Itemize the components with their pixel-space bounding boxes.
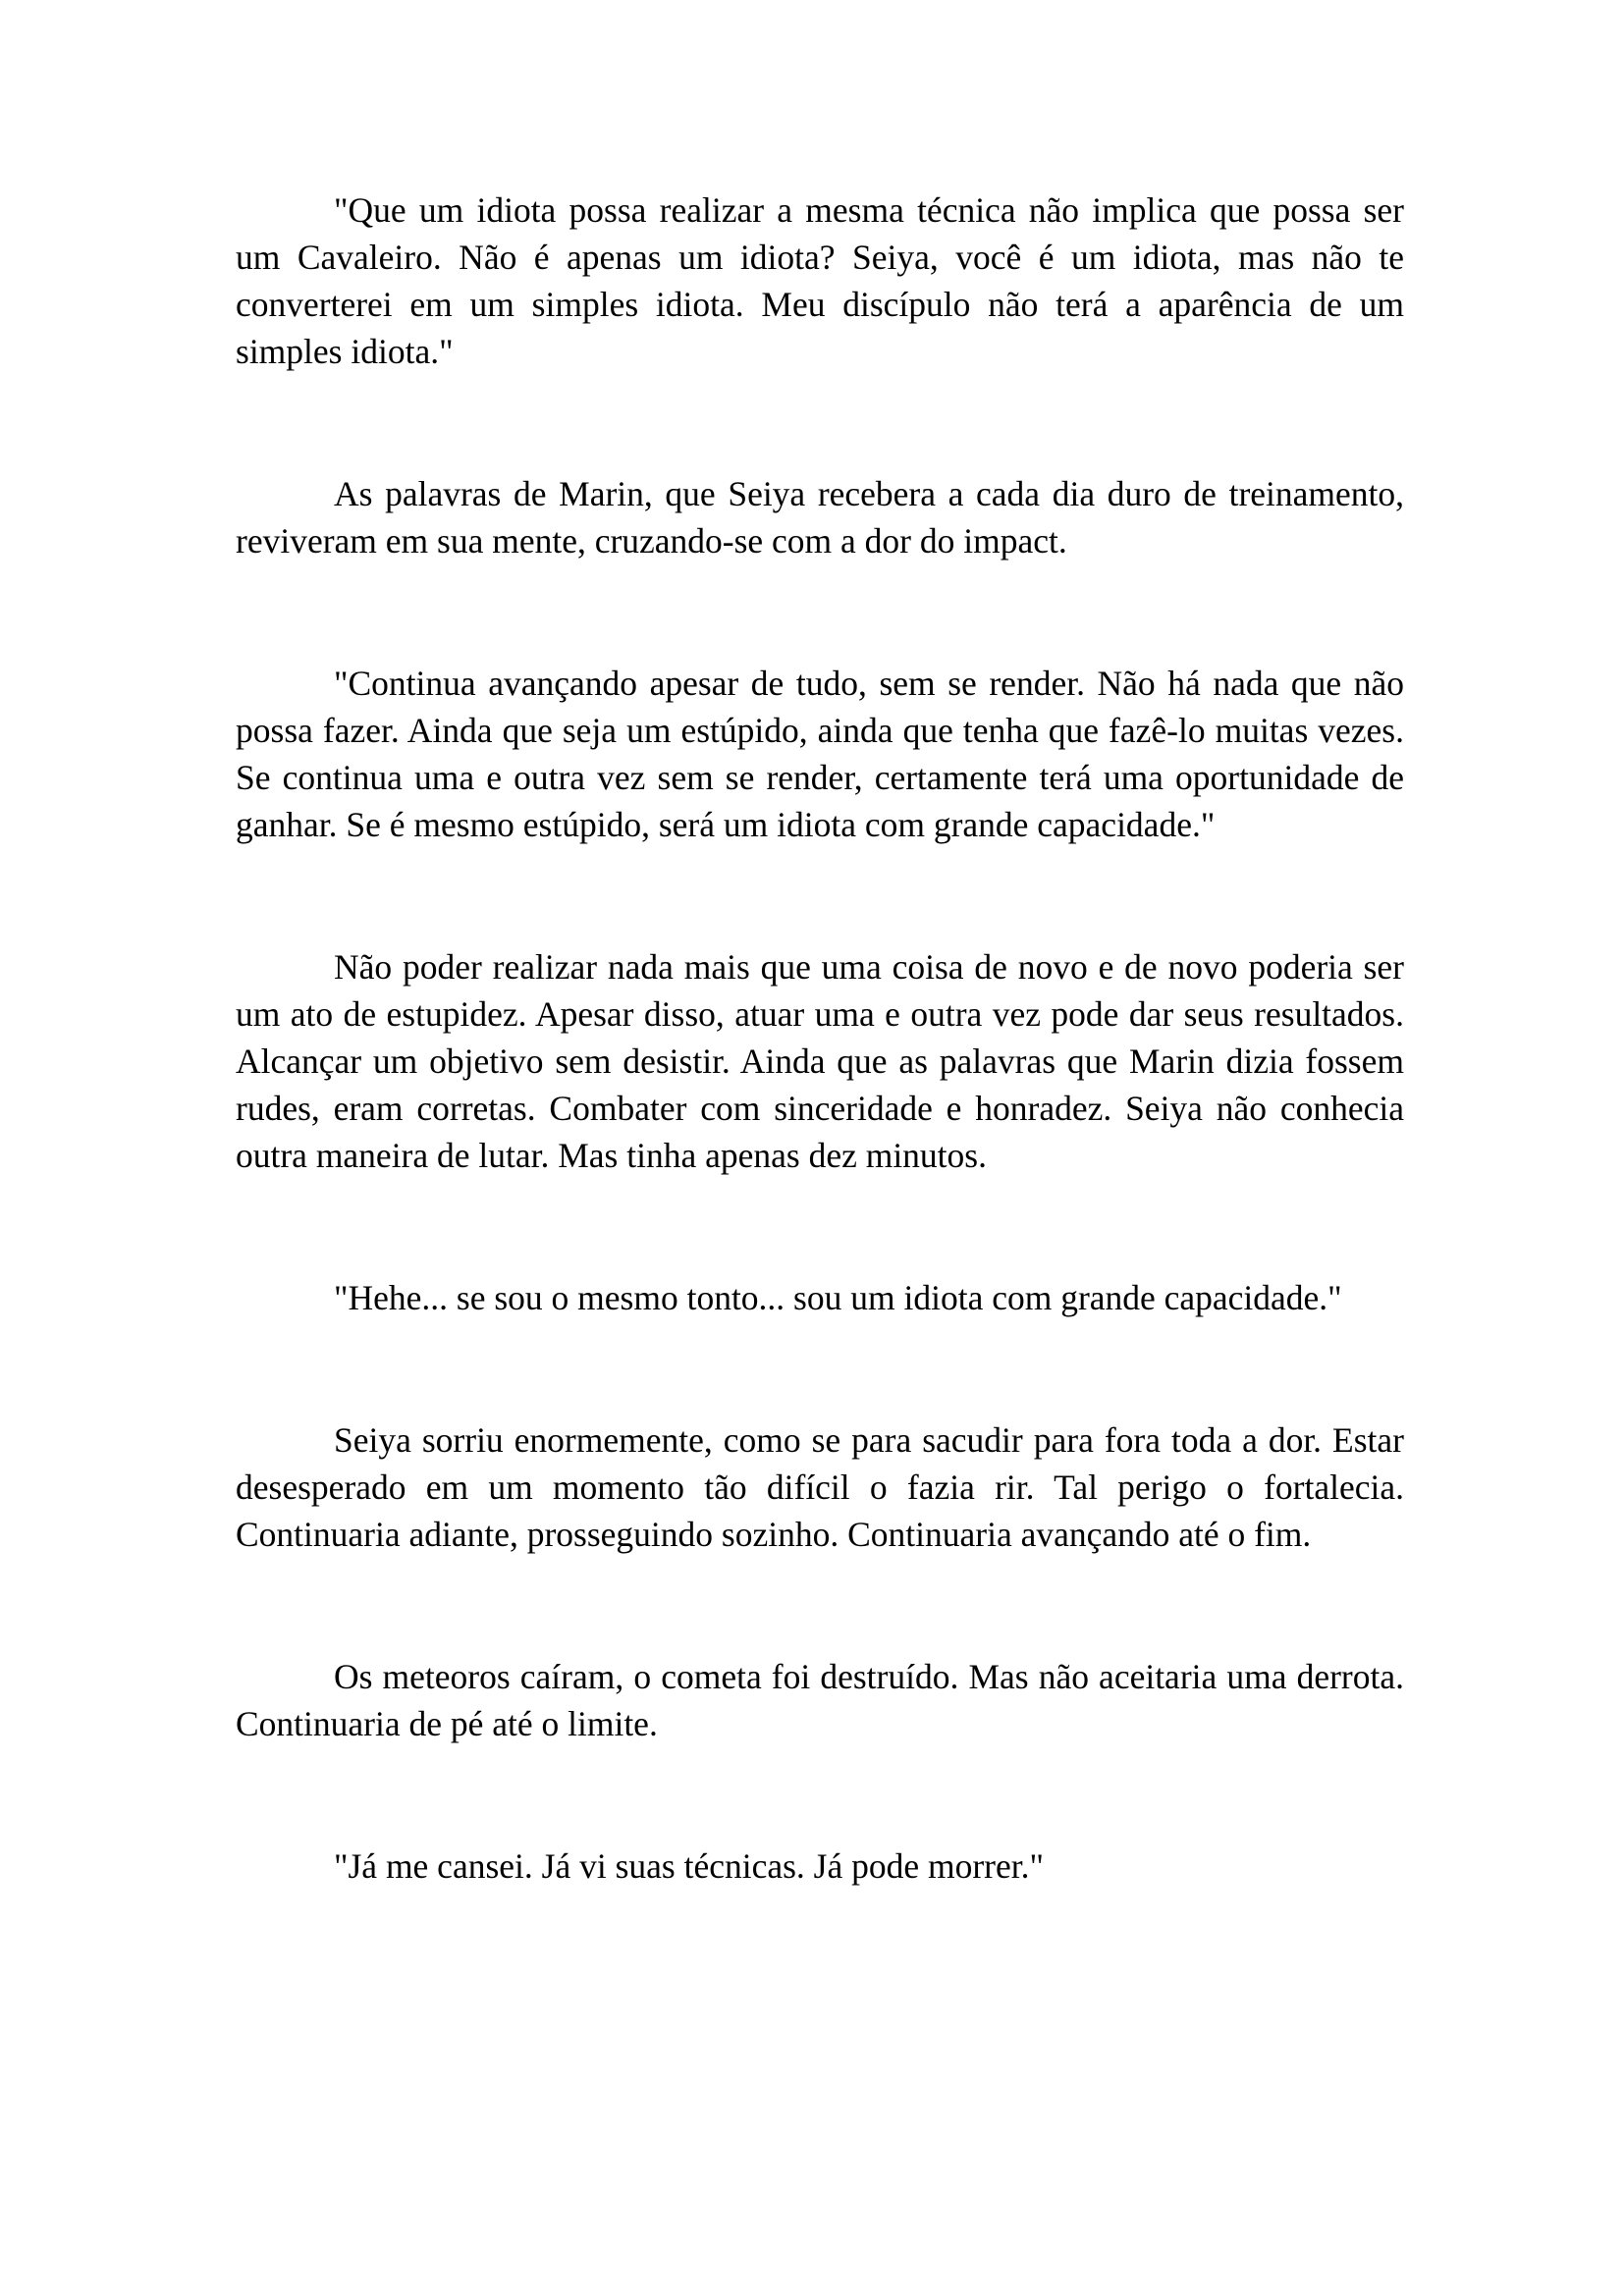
paragraph-3: "Continua avançando apesar de tudo, sem se render. Não há nada que não possa fazer. Ainda que seja um estúpido, ainda que tenha que fazê-lo muitas vezes. Se continua uma e outra vez sem se render, certamente terá uma oportunidade de ganhar. Se é mesmo estúpido, será um idiota com grande capacidade." (236, 664, 1404, 844)
document-page (236, 187, 1404, 1890)
paragraph-4: Não poder realizar nada mais que uma coisa de novo e de novo poderia ser um ato de estupidez. Apesar disso, atuar uma e outra vez pode dar seus resultados. Alcançar um objetivo sem desistir. Ainda que as palavras que Marin dizia fossem rudes, eram corretas. Combater com sinceridade e honradez. Seiya não conhecia outra maneira de lutar. Mas tinha apenas dez minutos. (236, 947, 1404, 1175)
paragraph-7: Os meteoros caíram, o cometa foi destruído. Mas não aceitaria uma derrota. Continuaria de pé até o limite. (236, 1657, 1404, 1743)
paragraph-2: As palavras de Marin, que Seiya recebera a cada dia duro de treinamento, reviveram em sua mente, cruzando-se com a dor do impact. (236, 474, 1404, 561)
paragraph-8: "Já me cansei. Já vi suas técnicas. Já pode morrer." (334, 1846, 1044, 1886)
paragraph-6: Seiya sorriu enormemente, como se para sacudir para fora toda a dor. Estar desesperado em um momento tão difícil o fazia rir. Tal perigo o fortalecia. Continuaria adiante, prosseguindo sozinho. Continuaria avançando até o fim. (236, 1420, 1404, 1554)
paragraph-5: "Hehe... se sou o mesmo tonto... sou um idiota com grande capacidade." (334, 1278, 1342, 1317)
paragraph-1: "Que um idiota possa realizar a mesma técnica não implica que possa ser um Cavaleiro. Não é apenas um idiota? Seiya, você é um idiota, mas não te converterei em um simples idiota. Meu discípulo não terá a aparência de um simples idiota." (236, 190, 1404, 371)
